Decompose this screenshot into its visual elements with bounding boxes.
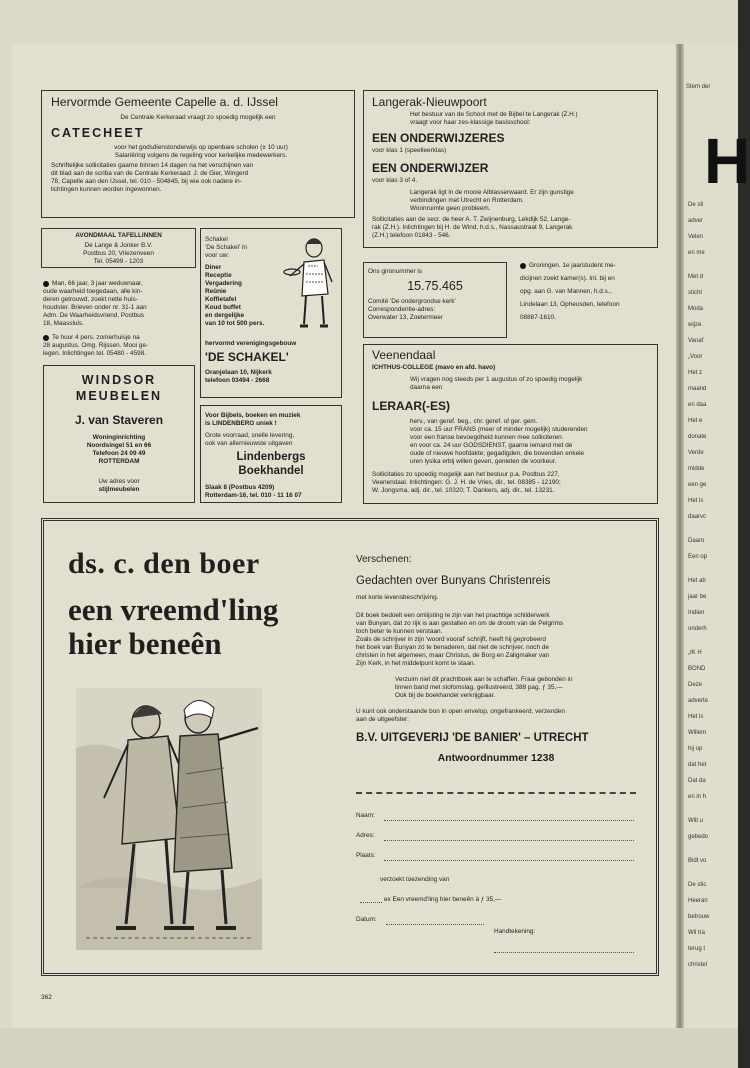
ad-body-line: Sollicitaties aan de secr. de heer A. T. Zwijnenburg, Lekdijk 52, Lange-: [372, 216, 571, 223]
book-body-line: U kunt ook onderstaande bon in open envelop, ongefrankeerd, verzenden: [356, 708, 565, 715]
ad-body-line: oude of nieuwe hoofdakte; gegadigden, die bovendien enkele: [410, 450, 585, 457]
ad-title: WINDSOR: [81, 373, 157, 387]
right-page-text-line: De stic: [688, 882, 707, 888]
ad-subline: hervormd verenigingsgebouw: [205, 340, 297, 347]
book-body-line: Dit boek bedoelt een omlijsting te zijn van het prachtige schilderwerk: [356, 612, 550, 619]
coupon-line: [360, 902, 382, 903]
coupon-cut-line: [356, 792, 636, 794]
small-ad-line: deren getrouwd, zoekt nette huis-: [43, 296, 138, 303]
coupon-ex: ex Een vreemd'ling hier beneên à ƒ 35,—: [384, 896, 502, 903]
right-page-text-line: Heeran: [688, 898, 708, 904]
small-ad-line: Lindelaan 13, Opheusden, telefoon: [520, 301, 620, 308]
ad-title: Veenendaal: [372, 348, 436, 362]
coupon-line: [384, 840, 634, 841]
right-page-text-line: Een op: [688, 554, 708, 560]
coupon-line: [386, 924, 484, 925]
ad-body-line: lichtingen kunnen worden ingewonnen.: [51, 186, 162, 193]
ad-address: Oranjelaan 10, Nijkerk: [205, 369, 272, 376]
ad-line: Woninginrichting: [92, 434, 146, 441]
ad-name: J. van Staveren: [74, 413, 164, 427]
ad-address: Rotterdam-16, tel. 010 - 11 16 07: [205, 492, 302, 499]
ad-name: Boekhandel: [238, 465, 304, 477]
ad-line: Grote voorraad, snelle levering,: [205, 432, 295, 439]
right-page: [684, 44, 750, 1028]
coupon-label-plaats: Plaats:: [356, 852, 376, 859]
book-body-line: Zoals de schrijver in zijn 'woord vooraf' schrijft, heeft hij geprobeerd: [356, 636, 546, 643]
book-publisher: B.V. UITGEVERIJ 'DE BANIER' – UTRECHT: [356, 732, 589, 744]
ad-line: Overwater 13, Zoetermeer: [368, 314, 443, 321]
ad-item: Koffietafel: [205, 296, 237, 303]
ad-line: Schakel: [205, 236, 228, 243]
ad-body-line: Sollicitaties zo spoedig mogelijk aan het bestuur p.a. Postbus 227,: [372, 471, 560, 478]
ad-line: Comité 'De ondergrondse kerk': [368, 298, 456, 305]
ad-item: Koud buffet: [205, 304, 241, 311]
right-page-text-line: gebedo: [688, 834, 709, 840]
ad-school: ICHTHUS-COLLEGE (mavo en afd. havo): [372, 364, 496, 371]
ad-title: Hervormde Gemeente Capelle a. d. IJssel: [51, 95, 278, 109]
right-page-text-line: Het ab: [688, 578, 706, 584]
ad-line: Telefoon 24 09 49: [92, 450, 146, 457]
ad-line: Salariëring volgens de regeling voor kerkelijke medewerkers.: [114, 152, 288, 159]
right-page-text-line: Wil tra: [688, 930, 705, 936]
right-page-text-line: dat het: [688, 762, 707, 768]
right-page-text-line: Verde: [688, 450, 704, 456]
right-page-text-line: Het is: [688, 714, 704, 720]
book-body-line: aan de uitgeefster:: [356, 716, 409, 723]
page-gutter: [676, 44, 684, 1028]
book-body-line: toch beter te kunnen verstaan.: [356, 628, 443, 635]
right-page-header: Stem der: [686, 84, 711, 90]
ad-item: Diner: [205, 264, 222, 271]
scan-bottom: [0, 1028, 738, 1068]
ad-line: stijlmeubelen: [98, 486, 140, 493]
right-page-text-line: Het z: [688, 370, 703, 376]
ad-line: Tel. 05499 - 1203: [93, 258, 144, 265]
ad-line: Postbus 20, Vriezenveen: [83, 250, 154, 257]
ad-body-line: W. Jongsma, adj. dir., tel. 10320; T. Dankers, adj. dir., tel. 13231.: [372, 487, 555, 494]
ad-body-line: uren lysika erbij willen geven, genieten de voorkeur.: [410, 458, 557, 465]
right-page-text-line: Deze: [688, 682, 703, 688]
ad-line: voor uw:: [205, 252, 230, 259]
book-sub: met korte levensbeschrijving.: [356, 594, 439, 601]
ad-body-line: dit blad aan de scriba van de Centrale Kerkeraad: J. de Gier, Wingerd: [51, 170, 249, 177]
ad-heading: EEN ONDERWIJZER: [372, 161, 489, 175]
right-page-text-line: Wilt u: [688, 818, 703, 824]
waiter-illustration: [284, 232, 338, 332]
right-page-text-line: Het is: [688, 498, 704, 504]
book-body-line: Ook bij de boekhandel verkrijgbaar.: [395, 692, 496, 699]
bullet-icon: [520, 263, 526, 269]
book-body-line: van Bunyan, dat zo rijk is aan gestalten en om de droom van de Pelgrims: [356, 620, 564, 627]
right-page-text-line: sticht: [688, 290, 703, 296]
coupon-line: [384, 820, 634, 821]
ad-subline: voor klas 1 (speelleerklas): [372, 147, 447, 154]
right-page-text-line: terug t: [688, 946, 706, 952]
right-page-text-line: „Voor: [688, 354, 703, 360]
small-ad-line: legen. Inlichtingen tel. 05480 - 4598.: [43, 350, 147, 357]
ad-item: Reünie: [205, 288, 227, 295]
page-number: 362: [41, 994, 52, 1001]
right-page-text-line: jaar be: [688, 594, 707, 600]
book-antwoordnummer: Antwoordnummer 1238: [437, 752, 555, 764]
ad-heading: EEN ONDERWIJZERES: [372, 131, 505, 145]
ad-line: Voor Bijbels, boeken en muziek: [205, 412, 301, 419]
ad-name: Lindenbergs: [236, 451, 306, 463]
right-page-text-line: Bidt vo: [688, 858, 707, 864]
right-page-text-line: Dat da: [688, 778, 706, 784]
ad-body-line: voor ca. 15 uur FRANS (meer of minder mogelijk) studerenden: [410, 426, 588, 433]
ad-line: voor het godsdienstonderwijs op openbare scholen (± 10 uur): [114, 144, 288, 151]
right-page-text-line: onderh: [688, 626, 707, 632]
small-ad-line: 28 augustus. Omg. Rijssen. Mooi ge-: [43, 342, 149, 349]
coupon-line: [494, 952, 634, 953]
small-ad-line: dicijnen zoekt kamer(s). Inl. bij en: [520, 275, 615, 282]
book-heading: Gedachten over Bunyans Christenreis: [356, 575, 551, 587]
right-page-text-line: en me: [688, 250, 705, 256]
small-ad-line: houdster. Brieven onder nr. 31-1 aan: [43, 304, 147, 311]
ad-body-line: rak (Z.H.). Inlichtingen bij H. de Wind, h.d.s., Nassaustraat 9, Langerak: [372, 224, 573, 231]
small-ad-line: Adm. De Waarheidsvriend, Postbus: [43, 312, 144, 319]
ad-body-line: Woonruimte geen probleem.: [410, 205, 491, 212]
right-page-text-line: wijze.: [688, 322, 704, 328]
ad-line: ook van allernieuwste uitgaven: [205, 440, 293, 447]
ad-body-line: 78, Capelle aan den IJssel, tel. 010 - 504845, bij wie ook nadere in-: [51, 178, 242, 185]
small-ad-line: Groningen. 1e jaarstudent me-: [529, 262, 616, 269]
right-page-text-line: een ge: [688, 482, 707, 488]
ad-heading: CATECHEET: [51, 126, 145, 140]
ad-line: is LINDENBERG uniek !: [205, 420, 277, 427]
ad-line: De Lange & Jonker B.V.: [84, 242, 153, 249]
coupon-label-adres: Adres:: [356, 832, 375, 839]
coupon-label-naam: Naam:: [356, 812, 375, 819]
ad-body-line: Veenendaal. Inlichtingen: G. J. H. de Vries, dir., tel. 08385 - 12190;: [372, 479, 561, 486]
right-page-text-line: Indien: [688, 610, 705, 616]
right-page-text-line: „IK H: [688, 650, 702, 656]
right-page-text-line: christel: [688, 962, 708, 968]
right-page-text-line: daarvc: [688, 514, 707, 520]
ad-subline: voor klas 3 of 4.: [372, 177, 418, 184]
ad-body-line: (Z.H.) telefoon 01843 - 546.: [372, 232, 451, 239]
ad-title: AVONDMAAL TAFELLINNEN: [75, 232, 162, 239]
coupon-label-handtekening: Handtekening:: [494, 928, 536, 935]
ad-body-line: voor een franse bevoegdheid kunnen mee solliciteren.: [410, 434, 564, 441]
coupon-line: [384, 860, 634, 861]
ad-heading: LERAAR(-ES): [372, 399, 450, 413]
book-verschenen: Verschenen:: [356, 554, 412, 565]
right-page-big-letter: H: [704, 125, 750, 197]
book-title: hier beneên: [68, 626, 222, 661]
right-page-text-line: en in h: [688, 794, 707, 800]
ad-body-line: Langerak ligt in de mooie Alblasserwaard. Er zijn gunstige: [410, 189, 574, 196]
right-page-text-line: adverte: [688, 698, 709, 704]
ad-intro: daarna een: [410, 384, 443, 391]
ad-line: 'De Schakel' in: [205, 244, 247, 251]
right-page-text-line: Vanaf: [688, 338, 704, 344]
ad-intro: Wij vragen nog steeds per 1 augustus of zo spoedig mogelijk: [410, 376, 583, 383]
right-page-text-line: maand: [688, 386, 707, 392]
ad-title: MEUBELEN: [75, 389, 163, 403]
right-page-text-line: Velen: [688, 234, 704, 240]
small-ad-line: 08887-1610.: [520, 314, 556, 321]
ad-line: Uw adres voor: [98, 478, 140, 485]
right-page-text-line: Het e: [688, 418, 703, 424]
small-ad-line: 18, Maassluis.: [43, 320, 84, 327]
ad-address: Slaak 8 (Postbus 4209): [205, 484, 275, 491]
ad-address: telefoon 03494 - 2668: [205, 377, 270, 384]
right-page-text-line: adver: [688, 218, 704, 224]
ad-intro: vraagt voor haar zes-klassige basisschool:: [410, 119, 531, 126]
ad-body-line: en voor ca. 24 uur GODSDIENST, gaarne iemand met de: [410, 442, 573, 449]
bullet-icon: [43, 335, 49, 341]
book-title: een vreemd'ling: [68, 592, 279, 627]
book-body-line: linnen band met stofomslag, geïllustreerd, 388 pag. ƒ 35,—: [395, 684, 563, 691]
ad-body-line: Schriftelijke sollicitaties gaarne binnen 14 dagen na het verschijnen van: [51, 162, 254, 169]
ad-line: Correspondentie-adres:: [368, 306, 436, 313]
right-page-text-line: Willem: [688, 730, 706, 736]
right-page-text-line: Moda: [688, 306, 704, 312]
ad-subtitle: De Centrale Kerkeraad vraagt zo spoedig mogelijk een: [120, 114, 276, 121]
ad-body-line: herv., van geref. beg., chr. geref. of ger. gem.: [410, 418, 538, 425]
ad-body-line: verbindingen met Utrecht en Rotterdam.: [410, 197, 524, 204]
ad-line: Ons gironummer is: [368, 268, 422, 275]
book-body-line: christen in het algemeen, maar Christus, de Borg en Zaligmaker van: [356, 652, 550, 659]
book-body-line: Verzuim niet dit prachtboek aan te schaffen. Fraai gebonden in: [395, 676, 573, 683]
coupon-label-datum: Datum:: [356, 916, 377, 923]
right-page-text-line: De sti: [688, 202, 704, 208]
right-page-text-line: en daa: [688, 402, 707, 408]
right-page-text-line: midde: [688, 466, 705, 472]
ad-item: Receptie: [205, 272, 232, 279]
book-author: ds. c. den boer: [68, 547, 260, 580]
small-ad-line: oude waarheid toegedaan, alle kin-: [43, 288, 143, 295]
small-ad-line: Te huur 4 pers. zomerhuisje na: [52, 334, 140, 341]
giro-number: 15.75.465: [407, 279, 463, 293]
right-page-text-line: donate: [688, 434, 707, 440]
pilgrims-illustration: [76, 688, 262, 950]
right-page-text-line: BOND: [688, 666, 706, 672]
ad-name: 'DE SCHAKEL': [205, 350, 289, 364]
coupon-verzoekt: verzoekt toezending van: [380, 876, 450, 883]
book-body-line: het boek van Bunyan zó te benaderen, dat niet de schrijver, noch de: [356, 644, 549, 651]
small-ad-line: opg. aan G. van Mannen, h.d.s.,: [520, 288, 612, 295]
right-page-text-line: betrouw: [688, 914, 710, 920]
ad-item: en dergelijke: [205, 312, 245, 319]
right-page-text-line: Daaro: [688, 538, 705, 544]
small-ad-line: Man, 66 jaar, 3 jaar weduwnaar,: [52, 280, 143, 287]
ad-line: ROTTERDAM: [98, 458, 140, 465]
book-body-line: Zijn Kerk, in het middelpunt komt te staan.: [356, 660, 476, 667]
bullet-icon: [43, 281, 49, 287]
ad-line: Noordsingel 51 en 66: [86, 442, 152, 449]
ad-intro: Het bestuur van de School met de Bijbel te Langerak (Z.H.): [410, 111, 578, 118]
ad-item: Vergadering: [205, 280, 242, 287]
ad-item: van 10 tot 500 pers.: [205, 320, 265, 327]
right-page-text-line: hij op: [688, 746, 703, 752]
ad-title: Langerak-Nieuwpoort: [372, 95, 487, 109]
right-page-text-line: Met d: [688, 274, 704, 280]
